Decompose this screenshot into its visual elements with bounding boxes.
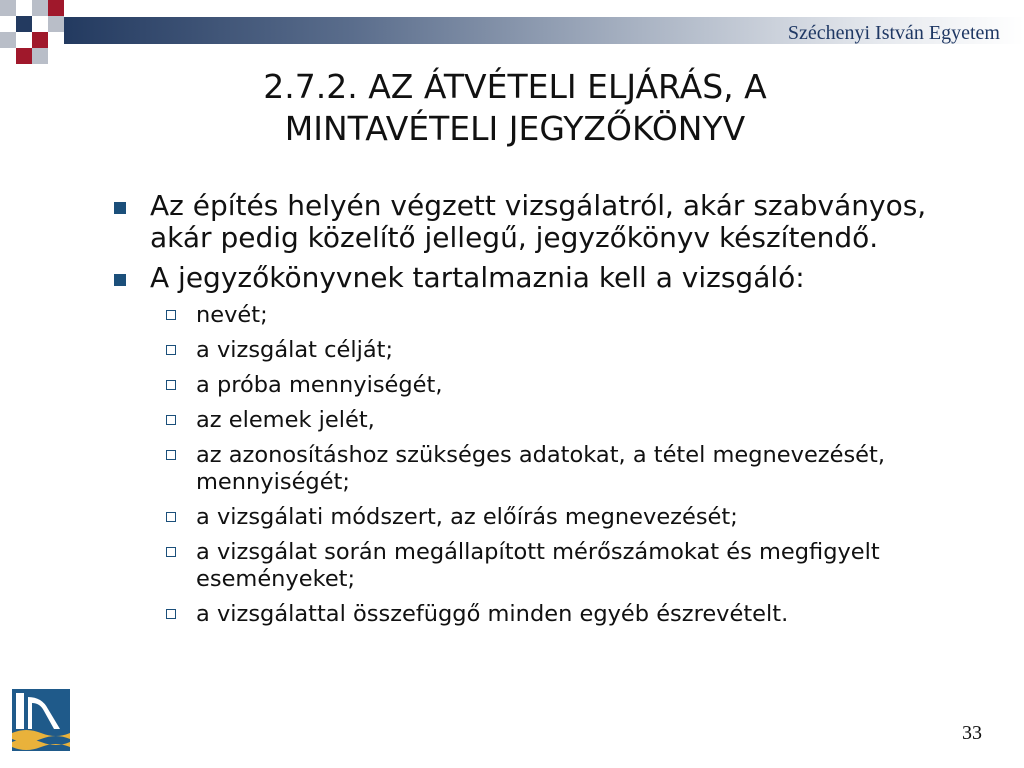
checker-square <box>16 48 32 64</box>
bullet-text: Az építés helyén végzett vizsgálatról, akár szabványos, akár pedig közelítő jellegű, jegyzőkönyv készítendő. <box>150 189 927 254</box>
checker-square <box>16 16 32 32</box>
hollow-square-bullet-icon <box>166 345 176 355</box>
hollow-square-bullet-icon <box>166 609 176 619</box>
institution-name: Széchenyi István Egyetem <box>787 22 1000 44</box>
slide-header <box>0 0 1024 48</box>
slide-title-line-1: 2.7.2. AZ ÁTVÉTELI ELJÁRÁS, A <box>263 67 767 106</box>
checker-square <box>0 32 16 48</box>
square-bullet-icon <box>114 274 126 286</box>
sub-bullet-item <box>166 337 988 364</box>
sub-bullet-item <box>166 442 988 496</box>
hollow-square-bullet-icon <box>166 380 176 390</box>
checker-square <box>32 48 48 64</box>
sub-bullet-item <box>166 504 988 531</box>
checker-square <box>48 0 64 16</box>
checker-square <box>32 0 48 16</box>
bullet-text: A jegyzőkönyvnek tartalmaznia kell a vizsgáló: <box>150 261 805 294</box>
sub-bullet-item <box>166 302 988 329</box>
hollow-square-bullet-icon <box>166 547 176 557</box>
sub-bullet-item <box>166 372 988 399</box>
checker-square <box>32 32 48 48</box>
bullet-item <box>108 262 988 294</box>
sub-bullet-text: nevét; <box>196 302 268 328</box>
sub-bullet-text: a vizsgálattal összefüggő minden egyéb észrevételt. <box>196 601 789 627</box>
bullet-item <box>108 190 988 254</box>
sub-bullet-text: a próba mennyiségét, <box>196 372 443 398</box>
sub-bullet-list <box>166 302 988 628</box>
university-logo-icon <box>12 689 70 751</box>
page-number: 33 <box>962 722 982 744</box>
slide-content <box>108 190 988 636</box>
hollow-square-bullet-icon <box>166 450 176 460</box>
checker-square <box>0 0 16 16</box>
square-bullet-icon <box>114 202 126 214</box>
checker-square <box>48 16 64 32</box>
slide-title-line-2: MINTAVÉTELI JEGYZŐKÖNYV <box>284 109 746 148</box>
sub-bullet-text: a vizsgálat során megállapított mérőszámokat és megfigyelt eseményeket; <box>196 539 880 592</box>
hollow-square-bullet-icon <box>166 415 176 425</box>
sub-bullet-item <box>166 539 988 593</box>
sub-bullet-text: az elemek jelét, <box>196 407 375 433</box>
hollow-square-bullet-icon <box>166 512 176 522</box>
sub-bullet-text: a vizsgálat célját; <box>196 337 394 363</box>
sub-bullet-text: a vizsgálati módszert, az előírás megnevezését; <box>196 504 738 530</box>
sub-bullet-text: az azonosításhoz szükséges adatokat, a tétel megnevezését, mennyiségét; <box>196 442 885 495</box>
hollow-square-bullet-icon <box>166 310 176 320</box>
sub-bullet-item <box>166 601 988 628</box>
slide-title <box>110 66 920 150</box>
sub-bullet-item <box>166 407 988 434</box>
